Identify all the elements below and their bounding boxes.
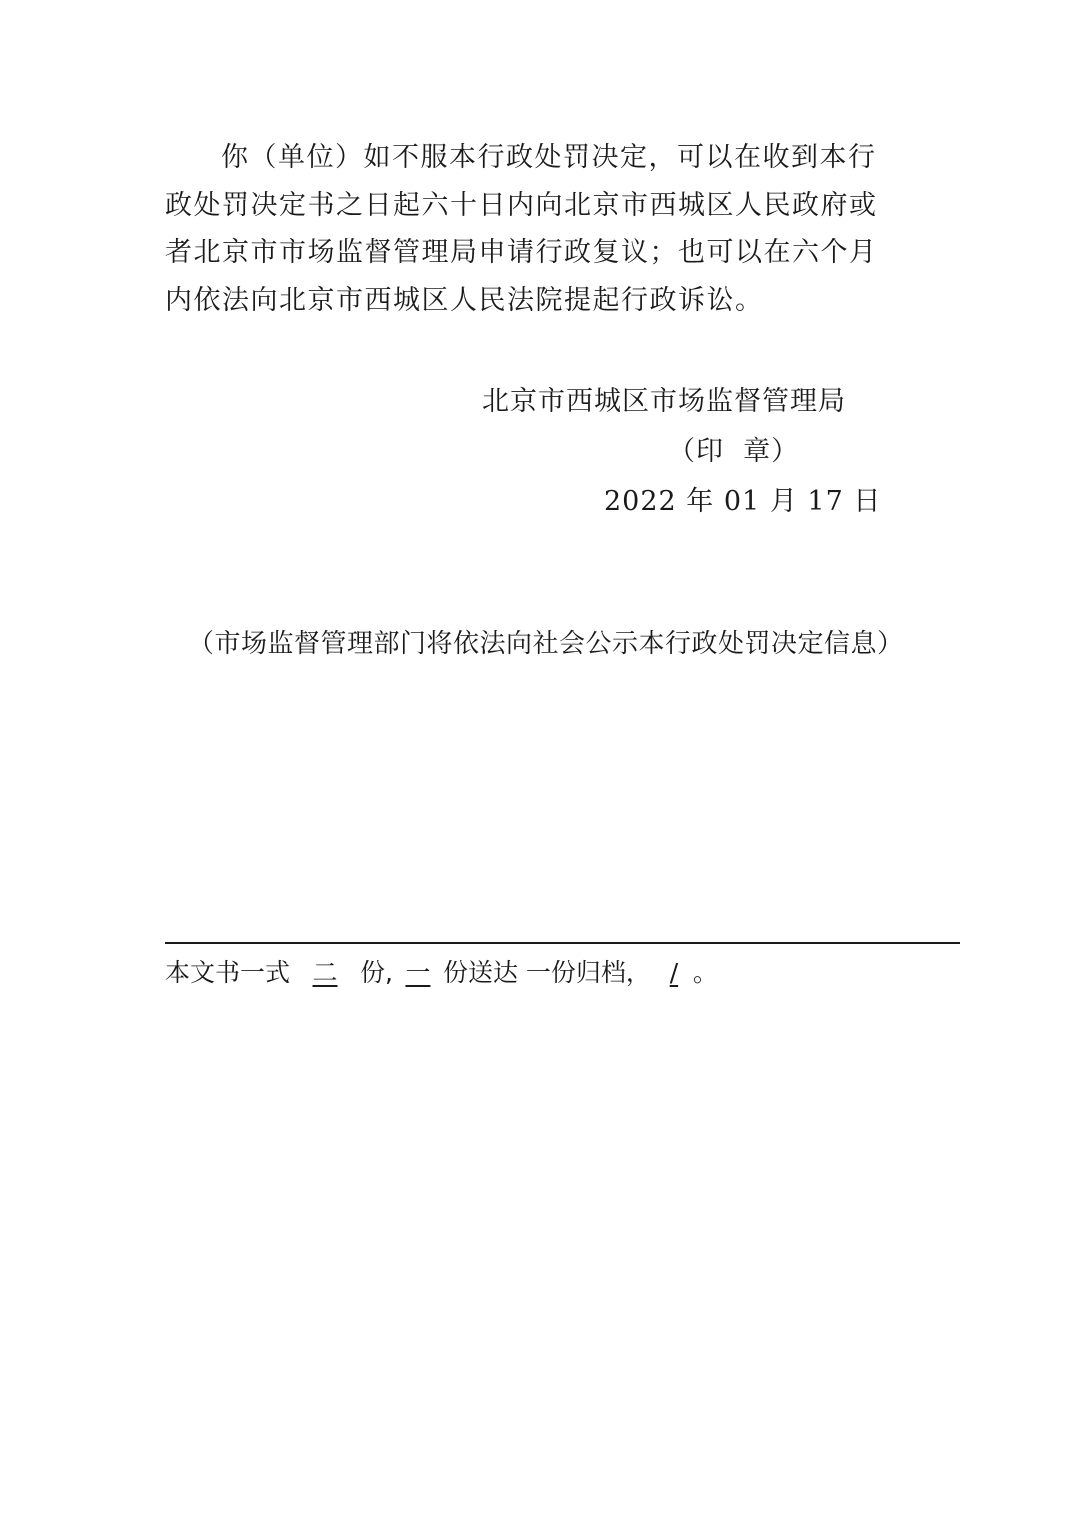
copies-served: 一: [405, 958, 431, 987]
issuing-authority: 北京市西城区市场监督管理局: [482, 386, 846, 417]
issue-date: 2022 年 01 月 17 日: [604, 486, 882, 517]
public-notice: （市场监督管理部门将依法向社会公示本行政处罚决定信息）: [188, 629, 904, 659]
paragraph-line-3: 者北京市市场监督管理局申请行政复议；也可以在六个月: [165, 237, 878, 268]
paragraph-line-1: 你（单位）如不服本行政处罚决定，可以在收到本行: [221, 142, 877, 173]
copies-archive-text: 份送达 一份归档，: [442, 958, 651, 987]
divider-line: [165, 942, 960, 944]
paragraph-line-4: 内依法向北京市西城区人民法院提起行政诉讼。: [165, 285, 764, 316]
copies-unit: 份,: [360, 958, 393, 987]
copies-prefix: 本文书一式: [165, 958, 291, 987]
paragraph-line-2: 政处罚决定书之日起六十日内向北京市西城区人民政府或: [165, 190, 878, 221]
copies-statement: [165, 955, 718, 991]
seal-placeholder: （印 章）: [668, 436, 800, 467]
copies-end: 。: [692, 958, 718, 987]
copies-other: /: [669, 958, 679, 987]
copies-total: 二: [312, 958, 338, 987]
